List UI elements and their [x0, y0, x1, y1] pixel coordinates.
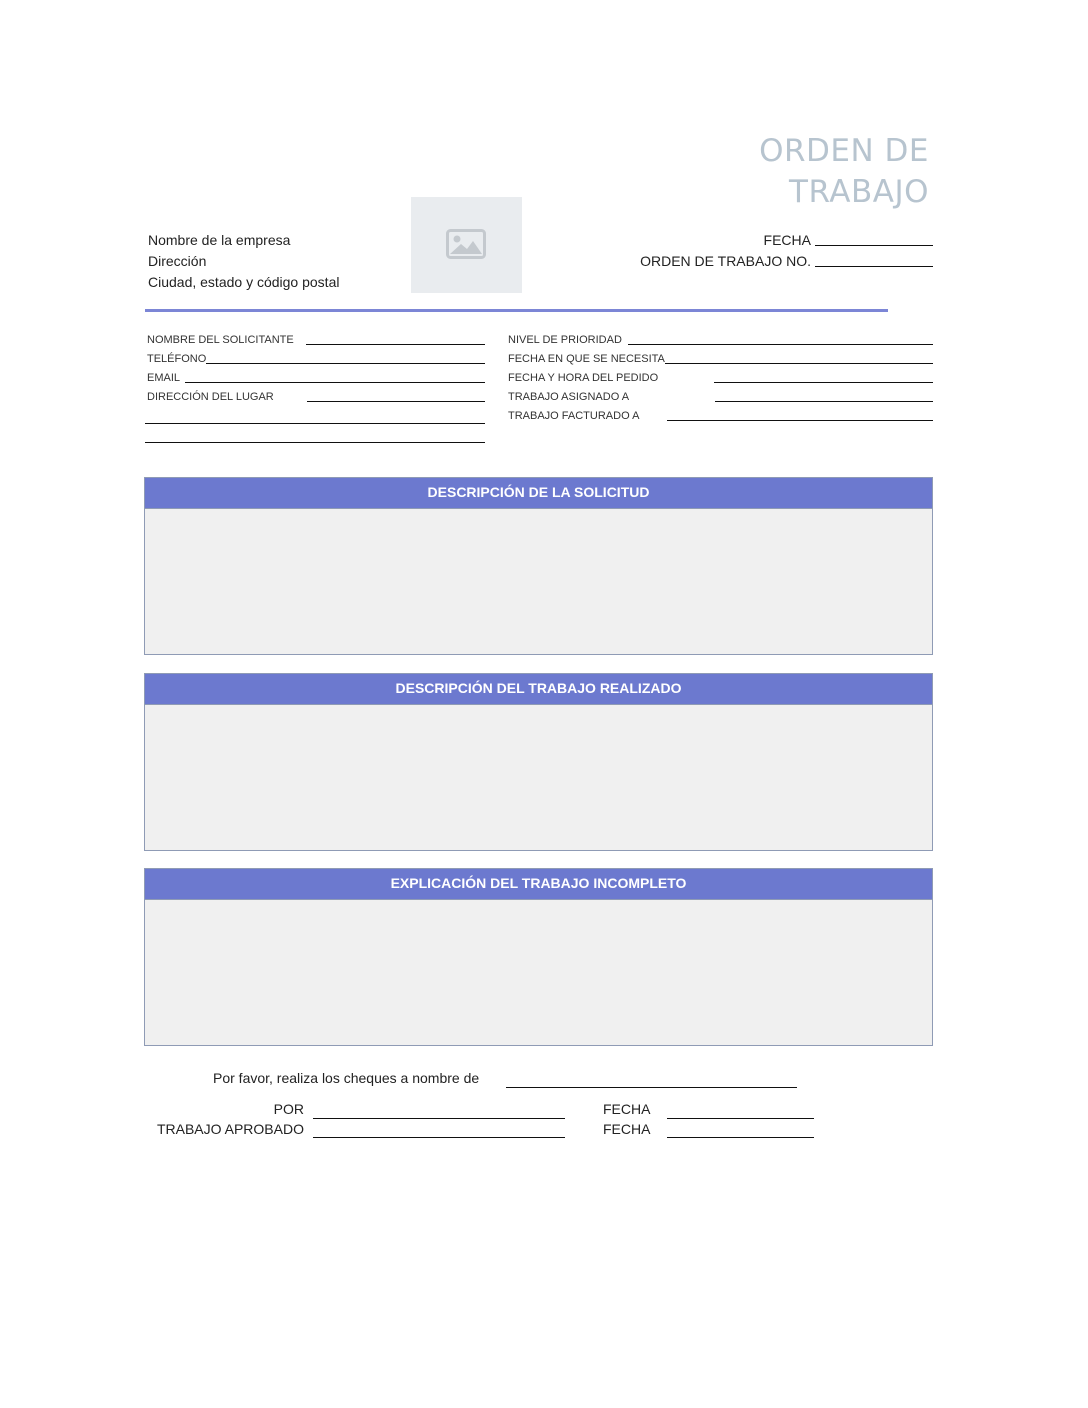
needed-date-field: [508, 353, 933, 365]
incomplete-work-header: EXPLICACIÓN DEL TRABAJO INCOMPLETO: [145, 869, 932, 900]
approved-label: TRABAJO APROBADO: [156, 1121, 304, 1137]
order-datetime-field: [508, 372, 933, 384]
email-field: [147, 372, 485, 384]
request-description-header: DESCRIPCIÓN DE LA SOLICITUD: [145, 478, 932, 509]
phone-label: TELÉFONO: [147, 353, 207, 365]
assigned-to-input[interactable]: [715, 401, 933, 402]
order-datetime-label: FECHA Y HORA DEL PEDIDO: [508, 372, 659, 384]
priority-input[interactable]: [628, 344, 933, 345]
checks-payable-text: Por favor, realiza los cheques a nombre de: [213, 1070, 480, 1086]
by-date-label: FECHA: [603, 1101, 651, 1117]
requester-label: NOMBRE DEL SOLICITANTE: [147, 334, 294, 346]
work-done-section: [144, 673, 933, 851]
assigned-to-field: [508, 391, 933, 403]
by-label: POR: [273, 1101, 304, 1117]
request-description-textarea[interactable]: [145, 509, 932, 654]
header-date-field: [764, 232, 933, 248]
header-order-no-label: ORDEN DE TRABAJO NO.: [640, 253, 811, 269]
work-done-textarea[interactable]: [145, 705, 932, 850]
requester-field: [147, 334, 485, 346]
billed-to-input[interactable]: [667, 420, 933, 421]
requester-input[interactable]: [306, 344, 485, 345]
request-description-section: [144, 477, 933, 655]
email-input[interactable]: [185, 382, 485, 383]
phone-input[interactable]: [206, 363, 485, 364]
assigned-to-label: TRABAJO ASIGNADO A: [508, 391, 630, 403]
phone-field: [147, 353, 485, 365]
site-address-field: [147, 391, 485, 403]
checks-payable-input[interactable]: [506, 1087, 797, 1088]
site-address-line-2[interactable]: [145, 423, 485, 424]
logo-placeholder[interactable]: [411, 197, 522, 293]
site-address-input[interactable]: [307, 401, 485, 402]
header-order-no-input[interactable]: [815, 266, 933, 267]
title-line-1: ORDEN DE: [759, 133, 929, 169]
header-order-no-field: [640, 253, 933, 269]
company-block: [148, 230, 339, 293]
header-date-label: FECHA: [763, 232, 811, 248]
priority-field: [508, 334, 933, 346]
approved-date-label: FECHA: [603, 1121, 651, 1137]
site-address-line-3[interactable]: [145, 442, 485, 443]
by-input[interactable]: [313, 1118, 565, 1119]
billed-to-label: TRABAJO FACTURADO A: [508, 410, 640, 422]
work-done-header: DESCRIPCIÓN DEL TRABAJO REALIZADO: [145, 674, 932, 705]
image-icon: [446, 229, 486, 259]
email-label: EMAIL: [147, 372, 181, 384]
header-divider: [145, 309, 888, 312]
title-line-2: TRABAJO: [789, 174, 929, 210]
needed-date-label: FECHA EN QUE SE NECESITA: [508, 353, 665, 365]
order-datetime-input[interactable]: [714, 382, 933, 383]
approved-date-input[interactable]: [667, 1137, 814, 1138]
approved-input[interactable]: [313, 1137, 565, 1138]
priority-label: NIVEL DE PRIORIDAD: [508, 334, 622, 346]
incomplete-work-section: [144, 868, 933, 1046]
billed-to-field: [508, 410, 933, 422]
by-date-input[interactable]: [667, 1118, 814, 1119]
company-name[interactable]: Nombre de la empresa: [148, 232, 291, 248]
needed-date-input[interactable]: [665, 363, 933, 364]
company-address[interactable]: Dirección: [148, 253, 207, 269]
company-city[interactable]: Ciudad, estado y código postal: [148, 274, 340, 290]
site-address-label: DIRECCIÓN DEL LUGAR: [147, 391, 274, 403]
header-date-input[interactable]: [815, 245, 933, 246]
incomplete-work-textarea[interactable]: [145, 900, 932, 1045]
document-title: [759, 131, 929, 213]
